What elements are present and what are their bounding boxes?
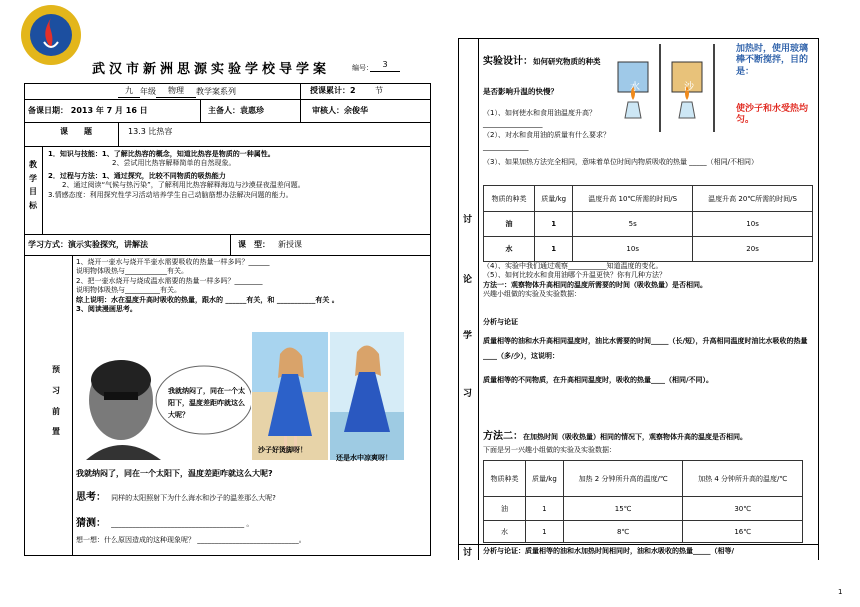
goals-label: 教学目标: [29, 160, 37, 210]
series-label: 教学案系列: [196, 87, 236, 96]
grade-row: [118, 86, 236, 98]
t2-r0c1: 1: [525, 497, 563, 521]
t1-r0c3: 10s: [693, 212, 813, 237]
t2-r1c2: 8℃: [563, 521, 683, 543]
method-label: 学习方式：演示实验探究，讲解法: [28, 240, 148, 249]
page-number: 1: [838, 588, 843, 596]
side-label-5: 讨: [463, 548, 473, 558]
data-table-1: [483, 185, 813, 262]
right-q2: （2）、对水和食用油的质量有什么要求？_____________: [483, 131, 610, 151]
t1-h1: 质量/kg: [535, 186, 573, 212]
preview-q1b: 说明物体吸热与____________有关。: [76, 267, 188, 276]
caption-left: 沙子好烫脚呀！: [258, 446, 307, 454]
method-two-sub: 下面是另一兴趣小组做的实验及实验数据：: [483, 446, 616, 454]
goals-block: [48, 150, 428, 200]
t2-h0: 物质种类: [484, 461, 526, 497]
type-label: 课 型：: [238, 240, 270, 249]
guess-label: 猜测：: [76, 518, 106, 529]
method-one-sub: 兴趣小组做的实验及实验数据：: [483, 290, 581, 299]
think-label: 思考：: [76, 492, 106, 503]
final-analysis: 分析与论证：质量相等的油和水加热时间相同时，油和水吸收的热量_____（相等/: [483, 547, 735, 555]
beaker-water-label: 水: [630, 82, 640, 93]
grade-value: 九: [118, 86, 140, 98]
t1-h0: 物质的种类: [484, 186, 535, 212]
right-q3: （3）、如果加热方法完全相同，意味着单位时间内物质吸收的热量 _____（相同/不相同）: [483, 158, 759, 166]
preview-q2: 2、把一壶水烧开与烧成温水需要的热量一样多吗？________: [76, 276, 263, 285]
goal-line-2: 2、尝试用比热容解释简单的自然现象。: [112, 159, 236, 168]
preparer: 主备人：袁惠珍: [208, 106, 264, 115]
t1-r1c2: 10s: [573, 237, 693, 262]
side-label-4: 习: [463, 389, 473, 399]
t2-r0c2: 15℃: [563, 497, 683, 521]
analysis-label: 分析与论证: [483, 318, 518, 326]
preview-questions: [76, 258, 428, 315]
method-two-text: 在加热时间（吸收热量）相同的情况下，观察物体升高的温度是否相同。: [523, 433, 747, 441]
t1-r1c3: 20s: [693, 237, 813, 262]
t2-h1: 质量/kg: [525, 461, 563, 497]
goal-line-5: 3.情感态度：利用探究性学习活动培养学生自己动脑筋想办法解决问题的能力。: [48, 190, 293, 199]
school-title: 武汉市新洲思源实验学校导学案: [92, 62, 331, 77]
grade-label: 年级: [140, 87, 156, 96]
data-table-2: [483, 460, 803, 543]
t1-r0c0: 油: [484, 212, 535, 237]
preview-q4: 3、阅读漫画思考。: [76, 305, 137, 314]
right-questions-2: [483, 262, 813, 300]
t1-r0c1: 1: [535, 212, 573, 237]
goal-line-3: 2．过程与方法：1、通过探究，比较不同物质的吸热能力: [48, 171, 226, 180]
method-two-row: [483, 424, 813, 443]
period-label: 授课累计：2: [310, 86, 356, 95]
comic-bubble: 我就纳闷了，同在一个太阳下，温度差距咋就这么大呢？: [168, 387, 245, 419]
side-label-3: 学: [463, 331, 473, 341]
number-value: 3: [370, 60, 400, 72]
topic-value: 13.3 比热容: [128, 127, 173, 136]
right-q4: （4）、实验中我们通过观察___________知道温度的变化。: [483, 262, 663, 270]
number-label: 编号：: [352, 64, 373, 72]
design-block: [483, 44, 605, 105]
side-label-1: 讨: [463, 215, 473, 225]
t1-h3: 温度升高 20℃所需的时间/S: [693, 186, 813, 212]
method-one: 方法一：观察物体升高相同的温度所需要的时间（吸收热量）是否相同。: [483, 280, 707, 289]
prep-date: 备课日期： 2013 年 7 月 16 日: [28, 106, 148, 115]
school-logo: [20, 4, 82, 66]
photo-beach-girl: [252, 332, 328, 460]
t1-h2: 温度升高 10℃所需的时间/S: [573, 186, 693, 212]
side-label-2: 论: [463, 275, 473, 285]
t1-r0c2: 5s: [573, 212, 693, 237]
ponder-text: 想一想：什么原因造成的这种现象呢？ _____________________________。: [76, 536, 306, 544]
type-value: 新授课: [278, 240, 302, 249]
preview-label: 预习前置: [52, 365, 60, 437]
guess-blank: ______________________________________ 。: [111, 520, 254, 528]
analysis-2: 质量相等的不同物质，在升高相同温度时，吸收的热量____（相同/不同）。: [483, 376, 714, 384]
preview-q2b: 说明物体吸热与__________有关。: [76, 286, 181, 295]
t2-h3: 加热 4 分钟所升高的温度/℃: [683, 461, 803, 497]
right-q1: （1）、如何使水和食用油温度升高？_________________: [483, 109, 596, 129]
design-title: 实验设计：: [483, 56, 533, 67]
t2-r0c0: 油: [484, 497, 526, 521]
analysis-1: 质量相等的油和水升高相同温度时，油比水需要的时间_____（长/短），升高相同温度时油比水吸收的热量____（多/少），这说明：: [483, 337, 808, 361]
goal-line-4: 2、通过阅读“气候与热污染”，了解利用比热容解释海边与沙漠昼夜温差问题。: [62, 181, 305, 190]
preview-summary: 我就纳闷了，同在一个太阳下，温度差距咋就这么大呢?: [76, 469, 273, 478]
t1-r1c0: 水: [484, 237, 535, 262]
apparatus-image: [610, 42, 730, 134]
right-q5: （5）、如何比较水和食用油哪个升温更快？你有几种方法？: [483, 271, 666, 280]
period-unit: 节: [375, 86, 383, 95]
goal-line-1: 1．知识与技能：1、了解比热容的概念，知道比热容是物质的一种属性。: [48, 150, 275, 158]
preview-q1: 1、烧开一壶水与烧开半壶水需要吸收的热量一样多吗？______: [76, 258, 270, 266]
reviewer: 审核人：余俊华: [312, 106, 368, 115]
think-text: 同样的太阳照射下为什么海水和沙子的温差那么大呢?: [111, 494, 276, 502]
callout-purpose: 加热时，使用玻璃棒不断搅拌，目的是：: [736, 44, 809, 77]
caption-right: 还是水中凉爽呀！: [336, 454, 392, 462]
t2-r1c3: 16℃: [683, 521, 803, 543]
t1-r1c1: 1: [535, 237, 573, 262]
t2-h2: 加热 2 分钟所升高的温度/℃: [563, 461, 683, 497]
preview-q3: 综上说明：水在温度升高时吸收的热量，跟水的 ______有关，和 ___________有关 。: [76, 295, 339, 304]
beaker-sand-label: 沙: [684, 82, 694, 93]
subject-value: 物理: [156, 86, 196, 98]
callout-answer: 使沙子和水受热均匀。: [736, 104, 809, 126]
t2-r1c0: 水: [484, 521, 526, 543]
design-text: 如何研究物质的种类是否影响升温的快慢？: [483, 57, 601, 97]
right-questions-1: [483, 108, 611, 153]
topic-label: 课 题: [60, 127, 92, 136]
method-two-label: 方法二：: [483, 431, 523, 442]
t2-r0c3: 30℃: [683, 497, 803, 521]
guess-row: [76, 511, 253, 530]
think-row: [76, 485, 276, 504]
photo-water-girl: [330, 332, 404, 460]
t2-r1c1: 1: [525, 521, 563, 543]
